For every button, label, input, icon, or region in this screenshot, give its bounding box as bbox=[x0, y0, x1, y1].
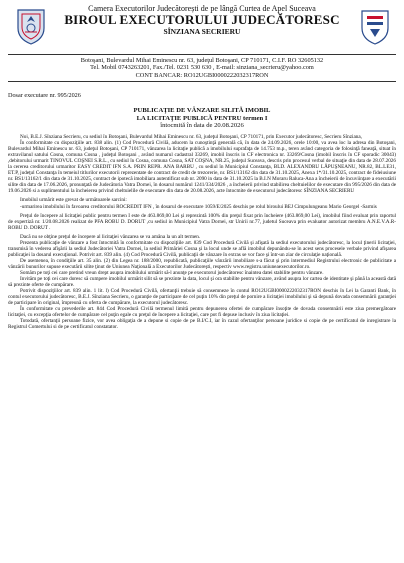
address-line: Botoşani, Bulevardul Mihai Eminescu nr. 63, judeţul Botoşani, CP 710171, C.I.F. RO 32605132 bbox=[80, 57, 324, 64]
office-title: BIROUL EXECUTORULUI JUDECĂTORESC bbox=[64, 12, 340, 27]
contact-line: Tel. Mobil 0743263201, Fax./Tel. 0231 530 630 , E-mail: sinziana_secrieru@yahoo.com bbox=[90, 64, 314, 72]
contact-block bbox=[8, 57, 396, 79]
notice-body bbox=[8, 134, 396, 330]
emblem-icon bbox=[358, 6, 392, 46]
paragraph: În conformitate cu dispoziţiile art. 838 alin. (1) Cod Procedură Civilă, aducem la cunoştinţă generală că, în data de 24.09.2026, orele 10:00, va avea loc la adresa din Botoşani, Bulevardul Mihai Eminescu nr. 63, judeţul Botoşani, CP 710171, vânzarea la licitaţie publică a imobilului suprafaţa de 14.753 m.p., teren având categoria de folosinţă faneaţă, situat în extravilanul satului Cosna, comuna Cosna , judeţul Botoşani , având numarul cadastral 33269, imobil înscris in CF electronica nr. 33269/Cosna (imobil înscris în CF sporadic 30043) ,debitorului urmarit TINOVUL COŞNEI S.R.L., cu sediul în Cosna, comuna Cosna, SAT COŞNA, NR.25, judeţul Suceava, descris prin procesul verbal de situaţie din data de 28.07.2026 la cererea creditorului urmaritor EASY CREDIT IFN S.A. PRIN REPR. ANA BARBU , cu sediul în Municipiul Constanţa, BLD. ALEXANDRU LĂPUŞNEANU, NR.82, BL.LE31, ET.P, judeţul Constanţa în temeiul titlurilor executorii reprezentate de contract de credit de trezorerie, nr. BS1/13162 din data de 31.10.2025, Anexa 1*/31.10.2025, contract de fideiusiune nr. BS1/13162/1 din data de 31.10.2025, contract de ipotecă imobiliara autentificat sub nr. 2090 in data de 31.10.2025 la B.I.N Moraru Raluca-Ana a încheierii de încuviinţare a executării silite din data de 17.06.2026, pronunţată de Judecătoria Vatra Dornei, în dosarul numărul 1241/334/2026 , a încheierii privind stabilirea cheltuielilor de executare din 995/2026 din data de 19.06.2026 si a suplimentului la încheierea privind cheltuielile de executare din data de 20.08.2026, acte întocmite de executorul judecătoresc SÎNZIANA SECRIERU bbox=[8, 140, 396, 195]
header-divider bbox=[8, 54, 396, 55]
title-date: întocmită în data de 20.08.2026 bbox=[160, 122, 244, 130]
bank-account: CONT BANCAR: RO12UGBI0000222032317RON bbox=[135, 71, 269, 79]
paragraph: Prezenta publicaţie de vânzare a fost întocmită în conformitate cu dispoziţiile art. 839 Cod Procedură Civilă şi afişată la sediul executorului judecătoresc, la locul ţinerii licitaţiei, transmisă în vederea afişării la sediul Judecătoriei Vatra Dornei, la sediul Primăriei Cosna şi la locul unde se află imobilul depunându-se în acest sens procesele verbale privind afişarea publicaţiei la dosarul execuţional. Potrivit art. 839 alin. (4) Cod Procedură Civilă, publicaţii de vânzare în extras se vor face şi într-un ziar de circulaţie naţională. bbox=[8, 239, 396, 258]
paragraph: Preţul de începere al licitaţiei public pentru termen I este de 463.869,00 Lei şi reprezintă 100% din preţul fixat prin încheiere (463.869,00 Lei), imobilul fiind evaluat prin raportul de expertiză nr. 1/20.08.2026 realizat de PFA ROBU D. DORUT ,cu sediul in Municipiul Vatra Dornei, str Unirii nr.77, judetul Suceava prin evaluator autorizat membru A.N.E.V.A.R- ROBU D. DORUT . bbox=[8, 212, 396, 231]
paragraph: Dacă nu se obţine preţul de începere al licitaţiei vânzarea se va amâna la un alt termen. bbox=[20, 233, 201, 240]
paragraph: -urmarirea imobilului în favoarea creditorului ROCREDIT IFN , în dosarul de executare 1059/E/2025 deschis pe rolul biroului BEJ Cimpulungeanu Mario Georgel -Sarmis bbox=[20, 203, 377, 210]
paragraph: Somăm pe toţi cei care pretind vreun drept asupra imobilului urmărit să-l anunţe pe executorul judecătoresc înaintea datei stabilite pentru vânzare. bbox=[20, 269, 324, 276]
chamber-name: Camera Executorilor Judecătorești de pe lângă Curtea de Apel Suceava bbox=[88, 4, 316, 13]
executor-name: SÎNZIANA SECRIERU bbox=[163, 27, 241, 36]
title-line-1: PUBLICAŢIE DE VÂNZARE SILITĂ IMOBIL bbox=[133, 107, 271, 115]
coat-of-arms-icon bbox=[14, 6, 48, 46]
paragraph: Invităm pe toţi cei care doresc să cumpere imobilul urmărit silit să se prezinte la data, locul şi ora stabilite pentru vânzare, având asupra lor cartea de identitate şi până la această dată să prezinte oferte de cumpărare. bbox=[8, 276, 396, 289]
paragraph: De asemenea, în condiţiile art. 35 alin. (2) din Legea nr. 188/2000, republicată, publicaţiile vânzării imobiliare s-a făcut şi prin intermediul Registrului electronic de publicitate a vânzării bunurilor supuse executării silite ţinut de Uniunea Naţională a Executorilor Judecătoreşti, respectiv www.registru.uniuneaexecutorilor.ro. bbox=[8, 257, 396, 270]
paragraph: Totodată, ofertanţii persoane fizice, vor avea obligaţia de a depune si copie de pe B.I/C.I, iar în cazul ofertanţilor persoane juridice si copie de pe certificatul de inregistrare la Registrul Comertului si de pe certificatul constatator. bbox=[8, 318, 396, 331]
notice-title bbox=[8, 107, 396, 130]
case-number: Dosar executare nr. 995/2026 bbox=[8, 92, 81, 100]
paragraph: În conformitate cu prevederile art. 844 Cod Procedură Civilă termenul limită pentru depunerea ofertei de cumpărare însoţite de dovada consemnării este ziua premergătoare licitaţiei, cu excepţia ofertelor de cumpărare cel puţin egale cu preţul de începere a licitaţiei, care pot fi depuse inclusiv în ziua licitaţiei. bbox=[8, 306, 396, 319]
paragraph: Imobilul urmărit este grevat de următoarele sarcini: bbox=[20, 197, 127, 204]
title-line-2: LA LICITAŢIE PUBLICĂ PENTRU termen I bbox=[136, 114, 268, 122]
header-divider-bottom bbox=[8, 81, 396, 82]
paragraph: Noi, B.E.J. Sînziana Secrieru, cu sediul în Botoşani, Bulevardul Mihai Eminescu nr. 63, judeţul Botoşani, CP 710171, prin Executor judecătoresc, Secrieru Sînziana, bbox=[20, 134, 362, 140]
letterhead bbox=[8, 4, 396, 52]
paragraph: Potrivit dispoziţiilor art. 839 alin. 1 lit. l) Cod Procedură Civilă, ofertanţii trebuie să consemneze în contul RO12UGBI0000222032317RON deschis în Lei la Garanti Bank, în contul executorului judecătoresc, B.E.J. Sînziana Secrieru, o garanţie de participare de cel puţin 10% din preţul de pornire a licitaţiei imobilului şi să depună dovada consemnării garanţiei de participare în original, împreună cu oferta de cumpărare, la executorul judecătoresc. bbox=[8, 288, 396, 307]
